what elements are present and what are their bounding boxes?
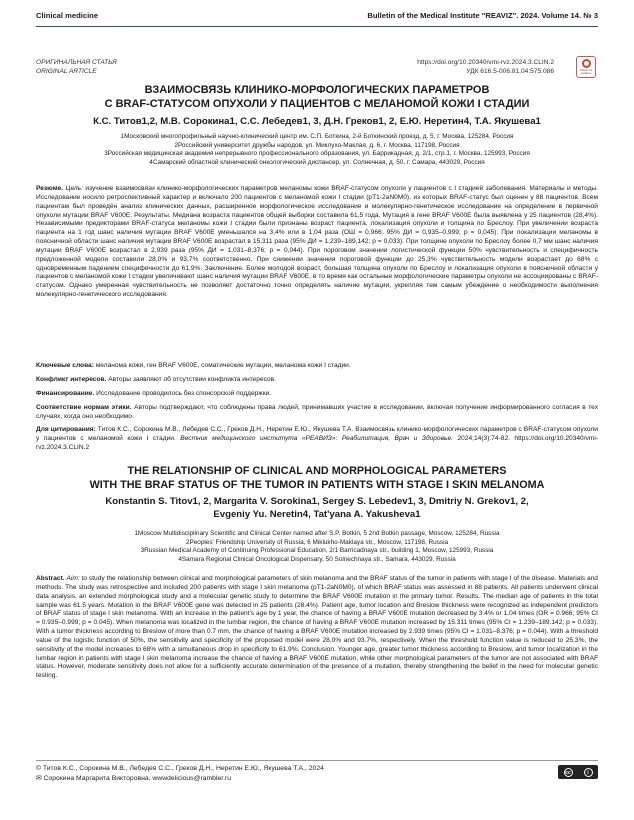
ethics-ru xyxy=(36,404,598,422)
keywords-ru-label: Ключевые слова: xyxy=(36,362,94,369)
crossmark-icon xyxy=(582,59,591,68)
conflict-ru xyxy=(36,376,598,385)
authors-en-line1: Konstantin S. Titov1, 2, Margarita V. Sorokina1, Sergey S. Lebedev1, 3, Dmitriy N. Grekov1, 2, xyxy=(105,496,529,507)
copyright-line: © Титов К.С., Сорокина М.В., Лебедев С.С., Греков Д.Н., Неретин Е.Ю., Якушева Т.А., 2024 xyxy=(36,765,324,772)
doi-link[interactable]: https://doi.org/10.20340/vmi-rvz.2024.3.CLIN.2 xyxy=(417,59,554,66)
authors-ru: К.С. Титов1,2, М.В. Сорокина1, С.С. Лебедев1, 3, Д.Н. Греков1, 2, Е.Ю. Неретин4, Т.А. Якушева1 xyxy=(93,116,541,127)
ethics-ru-label: Соответствие нормам этики. xyxy=(36,404,132,411)
cc-icon: cc xyxy=(565,769,571,776)
article-ids xyxy=(417,58,554,76)
affiliation-en-2: 2Peoples' Friendship University of Russia, 6 Miklukho-Maklaya str., Moscow, 117198, Russia xyxy=(185,538,449,546)
header-section: Clinical medicine xyxy=(36,11,99,20)
title-en-line2: WITH THE BRAF STATUS OF THE TUMOR IN PATIENTS WITH STAGE I SKIN MELANOMA xyxy=(89,478,545,491)
udk-code: УДК 616.5-006.81.04:575.086 xyxy=(466,68,554,75)
footer xyxy=(36,764,324,783)
ethics-ru-text: Авторы подтверждают, что соблюдены права людей, принимавших участие в исследовании, включая получение информированного согласия в тех случаях, когда оно необходимо. xyxy=(36,404,598,420)
abstract-ru-text: изучение взаимосвязи клинико-морфологических параметров меланомы кожи BRAF-статусом опухоли у пациентов с I стадией заболевания. Материалы и методы. Исследование носило ретроспективный характер и включало 200 пациентов с меланомой кожи I стадии (pT1-2aN0M0), из которых BRAF-статус был оценен у 88 пациентов. Всем пациентам был проведён анализ клинических данных, расширенное морфологическое исследование и молекулярно-генетическое исследование на определение в первичной опухоли мутации BRAF V600E. Результаты. Медиана возраста пациентов общей выборки составила 61,5 года. Мутация в гене BRAF V600E была выявлена у 25 пациентов (28,4%). Независимыми предикторами BRAF-статуса меланомы кожи I стадии были признаны возраст пациента, локализация опухоли и толщина по Бреслоу. При увеличении возраста пациента на 1 год шанс наличия мутации BRAF V600E уменьшался на 3,4% или в 1,04 раза (ОШ = 0,966; 95% ДИ = 0,935–0,999; p = 0,045). При локализации меланомы в поясничной области шанс наличия мутации BRAF V600E возрастал в 15,311 раза (95% ДИ = 1,239–189,142; p = 0,033). При толщине опухоли по Бреслоу более 0,7 мм шанс наличия мутации BRAF V600E возрастал в 2,939 раза (95% ДИ = 1,031–8,376; p = 0,044). При пороговом значении логистической функции 50% чувствительность и специфичность предложенной модели составили 28,0% и 93,7% соответственно. При снижении значения пороговой функции до 25,3% чувствительность модели возрастает до 68% с одновременным падением специфичности до 61,9%. Заключение. Более молодой возраст, большая толщина опухоли по Бреслоу и локализация опухоли в поясничной области у пациентов с меланомой кожи I стадии увеличивают шанс наличия мутации BRAF V600E, в то время как остальные морфологические параметры опухоли не ассоциированы с BRAF-статусом. Однако умеренная чувствительность не позволяет достаточно точно определять наличие мутации, укрепляя тем самым убеждение о необходимости выполнения молекулярно-генетического исследования. xyxy=(36,185,598,299)
header-journal: Bulletin of the Medical Institute "REAVIZ". 2024. Volume 14. № 3 xyxy=(367,11,598,20)
title-en-line1: THE RELATIONSHIP OF CLINICAL AND MORPHOLOGICAL PARAMETERS xyxy=(127,465,507,477)
check-for-updates-badge[interactable] xyxy=(576,56,596,78)
title-en xyxy=(36,465,598,492)
article-type-ru: ОРИГИНАЛЬНАЯ СТАТЬЯ xyxy=(36,59,117,66)
keywords-ru-text: меланома кожи, ген BRAF V600E, соматические мутации, меланома кожи I стадии. xyxy=(95,362,351,369)
by-icon: i xyxy=(584,768,593,777)
affiliation-ru-2: 2Российский университет дружбы народов, ул. Миклухо-Маклая, д. 6, г. Москва, 117198, Россия xyxy=(174,141,460,149)
article-type-en: ORIGINAL ARTICLE xyxy=(36,68,97,75)
funding-ru xyxy=(36,390,598,399)
citation-ru-text: Титов К.С., Сорокина М.В., Лебедев С.С., Греков Д.Н., Неретин Е.Ю., Якушева Т.А. Взаимосвязь клинико-морфологических параметров с BRAF-статусом опухоли у пациентов с меланомой кожи I стадии. xyxy=(36,426,598,442)
title-ru xyxy=(36,84,598,111)
abstract-en-label: Abstract. xyxy=(36,575,65,582)
funding-ru-text: Исследование проводилось без спонсорской поддержки. xyxy=(96,390,272,397)
citation-ru-journal: Вестник медицинского института «РЕАВИЗ»: Реабилитация, Врач и Здоровье. xyxy=(180,434,454,442)
badge-label: Check for updates xyxy=(579,68,593,75)
title-ru-line2: С BRAF-СТАТУСОМ ОПУХОЛИ У ПАЦИЕНТОВ С МЕЛАНОМОЙ КОЖИ I СТАДИИ xyxy=(104,97,530,110)
affiliation-en-3: 3Russian Medical Academy of Continuing Professional Education, 2/1 Barricadnaya str., building 1, Moscow, 125993, Russia xyxy=(140,547,494,555)
footer-rule xyxy=(36,760,598,761)
cc-license-badge[interactable] xyxy=(558,765,598,779)
abstract-en-text: to study the relationship between clinical and morphological parameters of skin melanoma and the BRAF status of the tumor in patients with stage I of the disease. Materials and methods. The study was retrospective and included 200 patients with stage I skin melanoma (pT1-2aN0M0), of which BRAF status was assessed in 88 patients. All patients underwent clinical data analysis, an extended morphological study and a molecular genetic study to determine the BRAF V600E mutation in the primary tumor. Results. The median age of patients in the total sample was 61.5 years. Mutation in the BRAF V600E gene was detected in 25 patients (28.4%). Patient age, tumor location and Breslow thickness were recognized as independent predictors of BRAF status of stage I skin melanoma. With an increase in the patient's age by 1 year, the chance of having a BRAF V600E mutation decreased by 3.4% or 1.04 times (OR = 0.966; 95% CI = 0.935–0.999; p = 0.045). When melanoma was localized in the lumbar region, the chance of having a BRAF V600E mutation increased by 15.311 times (95% CI = 1.239–189.142; p = 0.033). With a tumor thickness according to Breslow of more than 0.7 mm, the chance of having a BRAF V600E mutation increased by 2.939 times (95% CI = 1.031–8.376; p = 0.044). With a threshold value of the logistic function of 50%, the sensitivity and specificity of the proposed model were 28.0% and 93.7%, respectively. When the threshold function value is reduced to 25.3%, the sensitivity of the model increases to 68% with a simultaneous drop in specificity to 61.9%. Conclusion. Younger age, greater tumor thickness according to Breslow, and tumor localization in the lumbar region in patients with stage I skin melanoma increase the chance of having a BRAF V600E mutation, while other morphological parameters of the tumor are not associated with BRAF status. However, moderate sensitivity does not allow for a sufficiently accurate determination of the presence of a mutation, thereby strengthening the belief in the need for molecular genetic testing. xyxy=(36,575,598,680)
title-ru-line1: ВЗАИМОСВЯЗЬ КЛИНИКО-МОРФОЛОГИЧЕСКИХ ПАРАМЕТРОВ xyxy=(144,84,490,96)
affiliations-en xyxy=(36,530,598,564)
authors-en-line2: Evgeniy Yu. Neretin4, Tat'yana A. Yakusheva1 xyxy=(213,508,421,520)
abstract-ru xyxy=(36,185,598,300)
affiliation-en-4: 4Samara Regional Clinical Oncological Dispensary, 50 Solnechnaya str., Samara, 443029, Russia xyxy=(178,555,456,563)
abstract-en xyxy=(36,575,598,681)
conflict-ru-label: Конфликт интересов. xyxy=(36,376,107,383)
affiliations-ru xyxy=(36,133,598,167)
funding-ru-label: Финансирование. xyxy=(36,390,95,397)
keywords-ru xyxy=(36,362,598,371)
citation-ru xyxy=(36,426,598,453)
abstract-ru-label: Резюме. xyxy=(36,185,64,192)
abstract-en-aim-label: Aim: xyxy=(66,575,80,582)
affiliation-ru-4: 4Самарский областной клинический онкологический диспансер, ул. Солнечная, д. 50, г. Самара, 443029, Россия xyxy=(149,158,485,166)
conflict-ru-text: Авторы заявляют об отсутствии конфликта интересов. xyxy=(108,376,276,383)
citation-ru-tail[interactable]: 2024;14(3):74-82. https://doi.org/10.20340/vmi-rvz.2024.3.CLIN.2 xyxy=(36,434,598,451)
contact-line[interactable]: ✉ Сорокина Маргарита Викторовна, wwwdelicious@rambler.ru xyxy=(36,774,232,782)
affiliation-ru-3: 3Российская медицинская академия непрерывного профессионального образования, ул. Баррикадная, д. 2/1, стр.1, г. Москва, 125993, Россия xyxy=(104,150,530,158)
affiliation-en-1: 1Moscow Multidisciplinary Scientific and Clinical Center named after S.P. Botkin, 5 2nd Botkin passage, Moscow, 125284, Russia xyxy=(134,530,500,537)
running-header xyxy=(36,11,598,20)
article-type xyxy=(36,58,117,76)
authors-en xyxy=(36,496,598,521)
affiliation-ru-1: 1Московский многопрофильный научно-клинический центр им. С.П. Боткина, 2-й Боткинский проезд, д. 5, г. Москва, 125284, Россия xyxy=(120,133,514,140)
abstract-ru-goal-label: Цель: xyxy=(65,185,83,192)
citation-ru-label: Для цитирования: xyxy=(36,426,96,433)
header-rule xyxy=(36,26,598,27)
